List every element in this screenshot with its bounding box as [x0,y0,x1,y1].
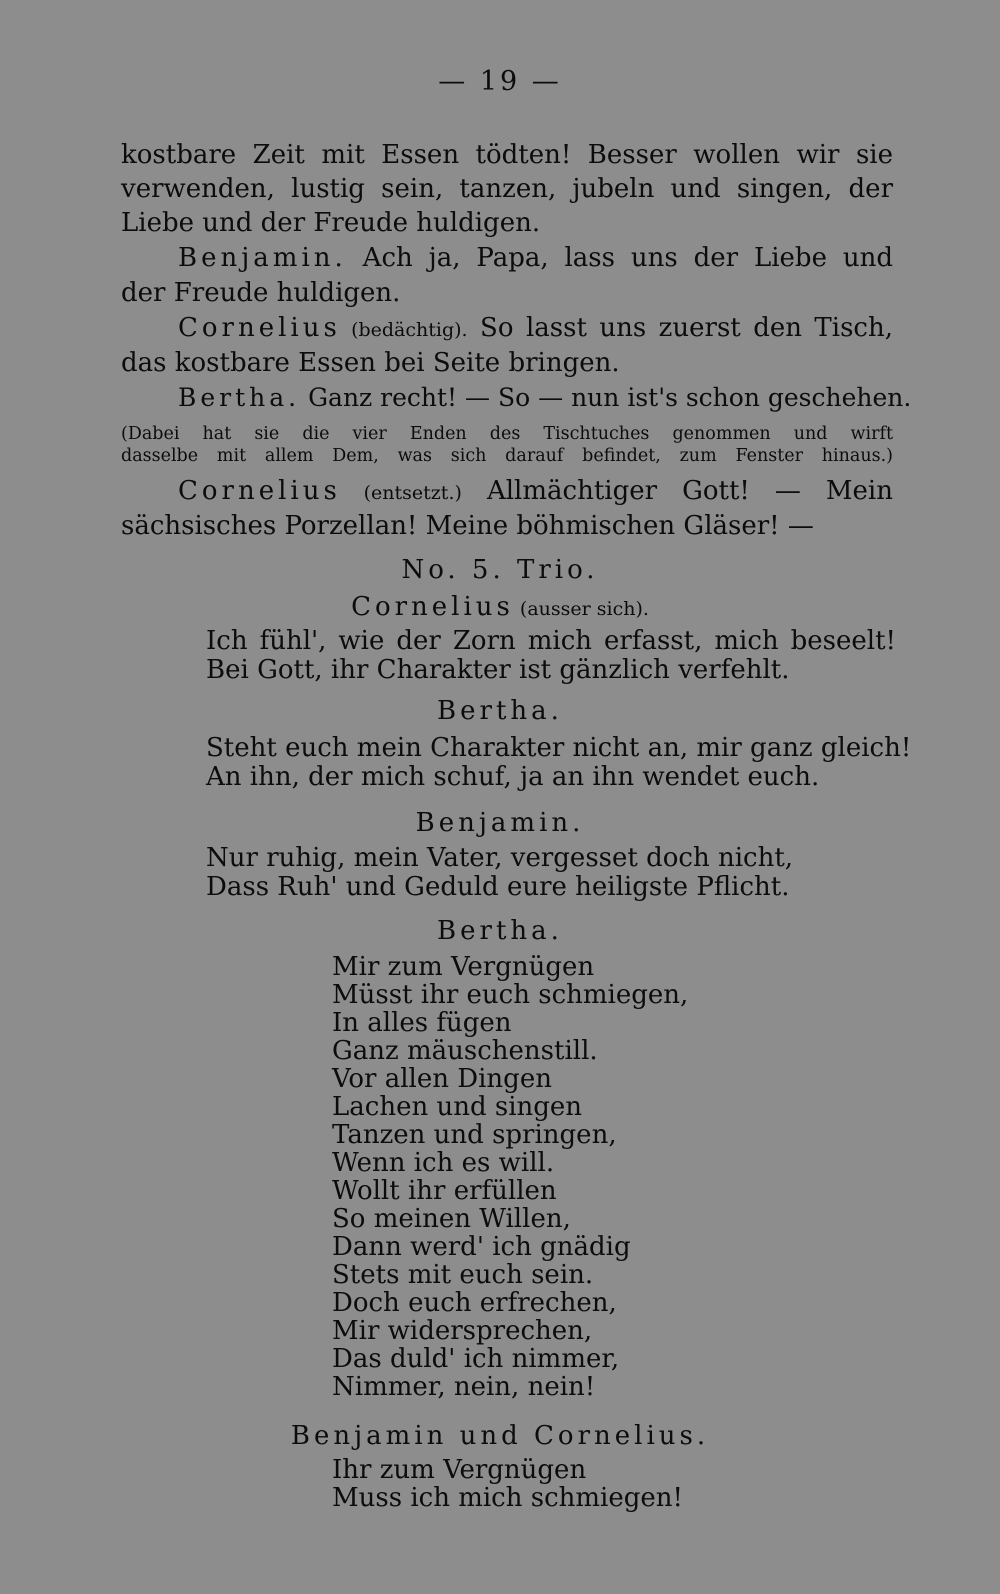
speaker-name: Bertha. [178,383,301,412]
verse-line: Mir widersprechen, [332,1316,593,1346]
speaker-name: Cornelius [351,592,514,622]
speaker-name: Cornelius [178,476,341,506]
verse-line: Ganz mäuschenstill. [332,1036,598,1066]
section-heading: No. 5. Trio. [401,555,599,585]
speech-text: So lasst uns zuerst den Tisch, [467,313,894,343]
stage-direction: (bedächtig). [340,319,468,341]
verse-line: In alles fügen [332,1008,512,1038]
verse-line: Doch euch erfrechen, [332,1288,617,1318]
verse-line: Nur ruhig, mein Vater, vergesset doch nicht, [206,843,794,873]
prose-line: der Freude huldigen. [121,278,401,308]
verse-line: Dass Ruh' und Geduld eure heiligste Pflicht. [206,872,790,902]
verse-line: An ihn, der mich schuf, ja an ihn wendet euch. [206,762,820,792]
verse-line: Ihr zum Vergnügen [332,1455,587,1485]
verse-line: Nimmer, nein, nein! [332,1372,596,1402]
speaker-heading: Benjamin und Cornelius. [290,1421,710,1451]
page-number: — 19 — [438,66,562,97]
verse-line: Ich fühl', wie der Zorn mich erfasst, mich beseelt! [206,626,896,656]
speech-benjamin [178,241,893,275]
verse-line: So meinen Willen, [332,1204,571,1234]
prose-line: verwenden, lustig sein, tanzen, jubeln und singen, der [121,174,893,204]
speaker-heading: Bertha. [437,696,563,726]
stage-direction: (entsetzt.) [340,482,462,504]
stage-direction-line: dasselbe mit allem Dem, was sich darauf befindet, zum Fenster hinaus.) [121,446,893,466]
speaker-heading [0,590,1000,626]
prose-line: kostbare Zeit mit Essen tödten! Besser wollen wir sie [121,140,893,170]
prose-line: sächsisches Porzellan! Meine böhmischen Gläser! — [121,511,814,541]
verse-line: Vor allen Dingen [332,1064,552,1094]
speaker-name: Cornelius [178,313,341,343]
speech-cornelius [178,311,893,347]
verse-line: Wollt ihr erfüllen [332,1176,557,1206]
speech-text: Allmächtiger Gott! — Mein [461,476,893,506]
verse-line: Stets mit euch sein. [332,1260,594,1290]
speech-text: Ach ja, Papa, lass uns der Liebe und [346,243,893,273]
stage-direction: (ausser sich). [513,598,649,620]
verse-line: Muss ich mich schmiegen! [332,1483,683,1513]
speech-cornelius [178,474,893,510]
verse-line: Steht euch mein Charakter nicht an, mir ganz gleich! [206,733,912,763]
speech-bertha [178,381,912,415]
speaker-heading: Benjamin. [415,808,585,838]
verse-line: Wenn ich es will. [332,1148,555,1178]
prose-line: das kostbare Essen bei Seite bringen. [121,348,620,378]
speaker-heading: Bertha. [437,916,563,946]
speaker-name: Benjamin. [178,243,347,273]
verse-line: Tanzen und springen, [332,1120,617,1150]
prose-line: Liebe und der Freude huldigen. [121,208,541,238]
speech-text: Ganz recht! — So — nun ist's schon geschehen. [300,383,912,412]
verse-line: Bei Gott, ihr Charakter ist gänzlich verfehlt. [206,655,790,685]
verse-line: Müsst ihr euch schmiegen, [332,980,689,1010]
verse-line: Das duld' ich nimmer, [332,1344,620,1374]
verse-line: Mir zum Vergnügen [332,952,595,982]
verse-line: Lachen und singen [332,1092,583,1122]
verse-line: Dann werd' ich gnädig [332,1232,631,1262]
stage-direction-line: (Dabei hat sie die vier Enden des Tischtuches genommen und wirft [121,424,893,444]
